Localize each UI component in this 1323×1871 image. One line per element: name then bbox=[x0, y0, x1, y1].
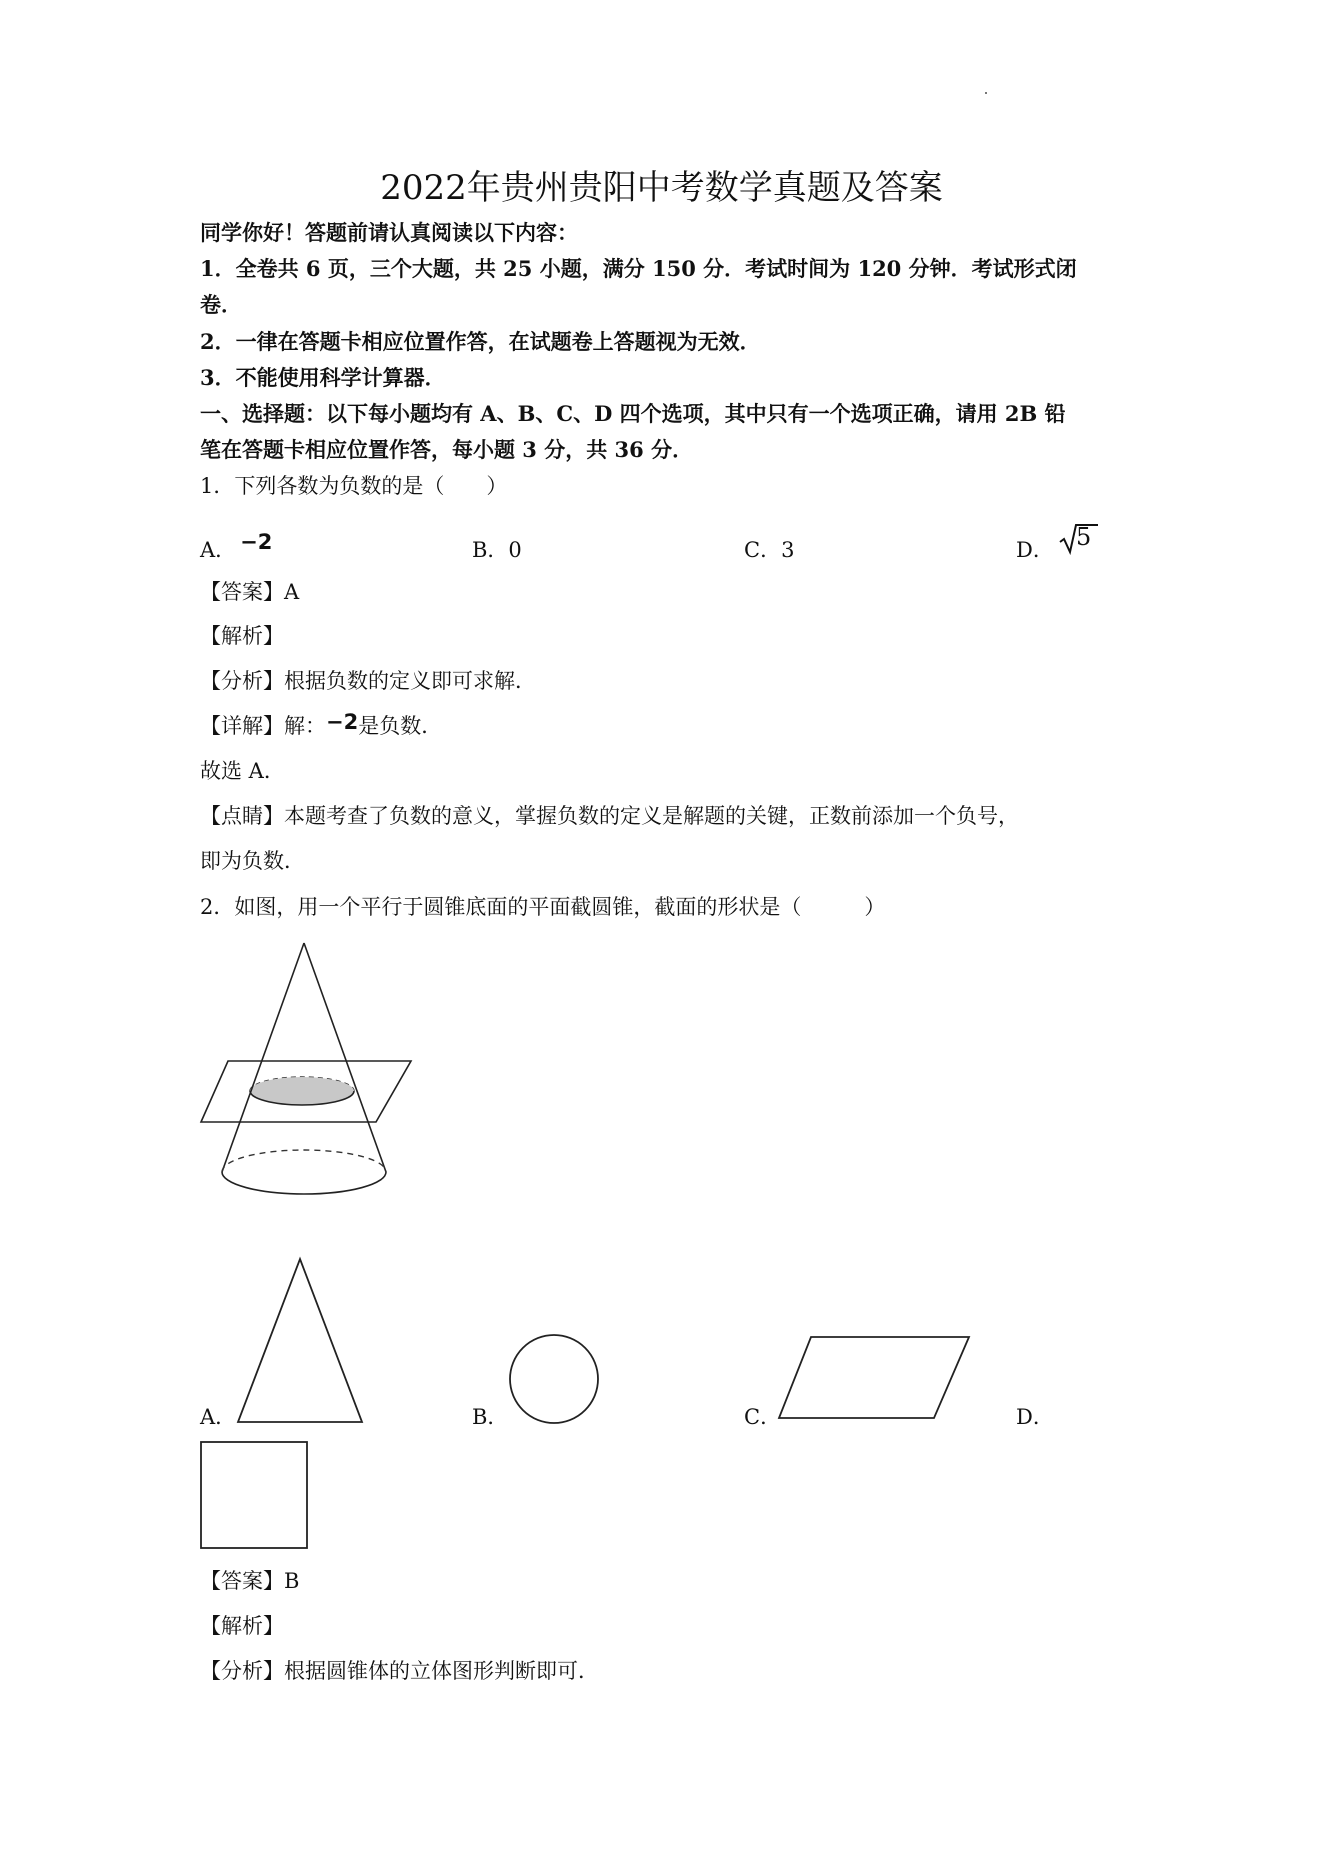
q1-option-d-label: D． bbox=[1016, 538, 1054, 562]
q1-analysis: 【分析】根据负数的定义即可求解． bbox=[200, 669, 536, 693]
section-1-heading: 一、选择题：以下每小题均有 A、B、C、D 四个选项，其中只有一个选项正确，请用 2B 铅 bbox=[200, 401, 1066, 426]
notice-item-1: 1．全卷共 6 页，三个大题，共 25 小题，满分 150 分．考试时间为 120 分钟．考试形式闭 bbox=[200, 256, 1077, 281]
square-shape-icon bbox=[199, 1440, 311, 1552]
notice-item-3: 3．不能使用科学计算器． bbox=[200, 365, 446, 390]
q1-option-b: B．0 bbox=[472, 538, 522, 562]
q1-option-d-radicand: 5 bbox=[1076, 523, 1092, 551]
q1-choice: 故选 A． bbox=[200, 759, 285, 783]
q2-answer: 【答案】B bbox=[200, 1569, 300, 1593]
q1-detail-suffix: 是负数． bbox=[358, 714, 443, 738]
q2-analysis: 【分析】根据圆锥体的立体图形判断即可． bbox=[200, 1659, 599, 1683]
notice-heading: 同学你好！答题前请认真阅读以下内容： bbox=[200, 220, 578, 245]
q1-stem: 1．下列各数为负数的是（ ） bbox=[200, 474, 508, 498]
section-1-heading-cont: 笔在答题卡相应位置作答，每小题 3 分，共 36 分． bbox=[200, 437, 694, 462]
page-mark bbox=[985, 92, 987, 94]
q1-answer: 【答案】A bbox=[200, 580, 300, 604]
notice-item-1-cont: 卷． bbox=[200, 292, 242, 317]
triangle-shape-icon bbox=[232, 1255, 372, 1430]
q1-option-a-value: −2 bbox=[240, 530, 273, 554]
q2-option-d: D． bbox=[1016, 1405, 1054, 1429]
q1-solution-heading: 【解析】 bbox=[200, 624, 284, 648]
q1-option-c: C．3 bbox=[744, 538, 795, 562]
q1-option-a bbox=[200, 530, 273, 564]
q2-option-c: C． bbox=[744, 1405, 782, 1429]
q1-comment-cont: 即为负数． bbox=[200, 849, 305, 873]
page-title: 2022年贵州贵阳中考数学真题及答案 bbox=[380, 168, 943, 208]
cone-section-figure bbox=[195, 935, 425, 1215]
q1-comment: 【点睛】本题考查了负数的意义，掌握负数的定义是解题的关键，正数前添加一个负号， bbox=[200, 804, 1019, 828]
notice-item-2: 2．一律在答题卡相应位置作答，在试题卷上答题视为无效． bbox=[200, 329, 761, 354]
q1-detail bbox=[200, 712, 442, 740]
parallelogram-shape-icon bbox=[776, 1332, 976, 1426]
q2-option-b: B． bbox=[472, 1405, 509, 1429]
q1-option-a-label: A． bbox=[200, 538, 237, 562]
q2-solution-heading: 【解析】 bbox=[200, 1614, 284, 1638]
q2-stem: 2．如图，用一个平行于圆锥底面的平面截圆锥，截面的形状是（ ） bbox=[200, 895, 886, 919]
q1-detail-value: −2 bbox=[326, 710, 359, 734]
circle-shape-icon bbox=[505, 1330, 605, 1430]
q2-option-a: A． bbox=[200, 1405, 237, 1429]
q1-detail-prefix: 【详解】解： bbox=[200, 714, 326, 738]
